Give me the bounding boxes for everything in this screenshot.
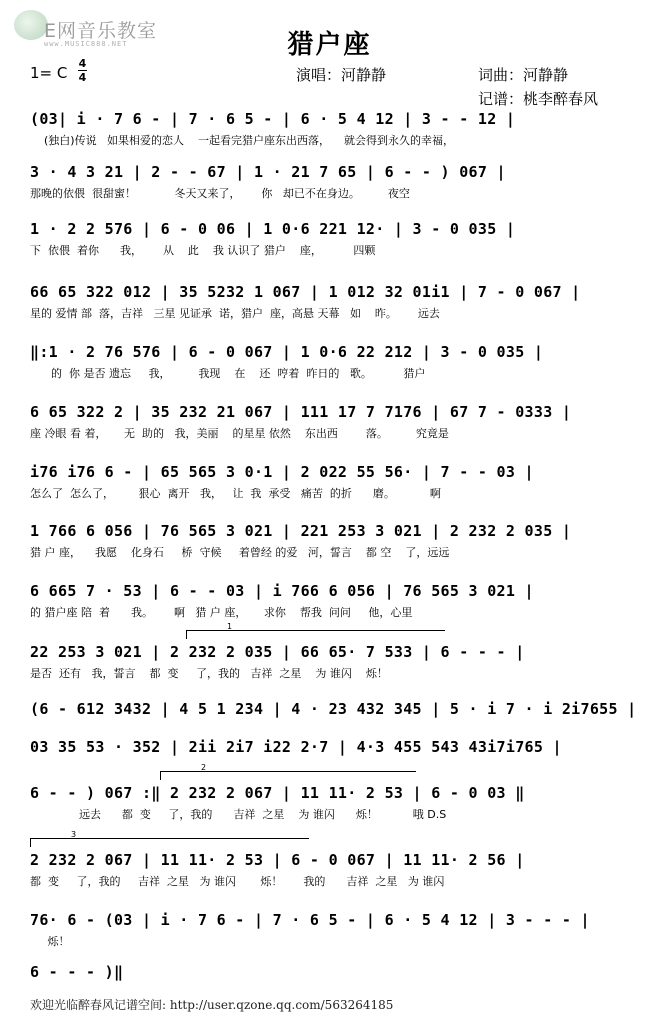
transcriber: 记谱：桃李醉春风 xyxy=(478,90,599,108)
singer: 演唱：河静静 xyxy=(296,66,387,84)
volta-1: 1 xyxy=(186,630,445,639)
notation-row: 76· 6 - (03 | i · 7 6 - | 7 · 6 5 - | 6 · 5 4 12 | 3 - - - | xyxy=(30,911,590,929)
lyric-row: 是否 还有 我，誓言 都 变 了，我的 吉祥 之星 为 谁闪 烁！ xyxy=(30,667,388,680)
lyric-row: 那晚的依偎 很甜蜜！ 冬天又来了， 你 却已不在身边。 夜空 xyxy=(30,187,410,200)
lyric-row: 怎么了 怎么了， 狠心 离开 我， 让 我 承受 痛苦 的折 磨。 啊 xyxy=(30,487,441,500)
lyric-row: (独白)传说 如果相爱的恋人 一起看完猎户座东出西落， 就会得到永久的幸福， xyxy=(30,134,455,147)
notation-row: ‖:1 · 2 76 576 | 6 - 0 067 | 1 0·6 22 212 | 3 - 0 035 | xyxy=(30,343,544,361)
logo-url: www.MUSIC888.NET xyxy=(44,40,128,48)
composer: 词曲：河静静 xyxy=(478,66,569,84)
notation-row: 1 · 2 2 576 | 6 - 0 06 | 1 0·6 221 12· | 3 - 0 035 | xyxy=(30,220,516,238)
logo-name: E网音乐教室 xyxy=(44,20,158,42)
notation-row: (6 - 612 3432 | 4 5 1 234 | 4 · 23 432 345 | 5 · i 7 · i 2i7655 | xyxy=(30,700,637,718)
notation-row: 2 232 2 067 | 11 11· 2 53 | 6 - 0 067 | 11 11· 2 56 | xyxy=(30,851,525,869)
lyric-row: 的 你 是否 遗忘 我， 我现 在 还 哼着 昨日的 歌。 猎户 xyxy=(30,367,426,380)
notation-row: (03| i · 7 6 - | 7 · 6 5 - | 6 · 5 4 12 | 3 - - 12 | xyxy=(30,110,516,128)
footer-note: 欢迎光临醉春风记谱空间: http://user.qzone.qq.com/563264185 xyxy=(30,998,394,1012)
lyric-row: 烁！ xyxy=(30,935,70,948)
lyric-row: 都 变 了，我的 吉祥 之星 为 谁闪 烁！ 我的 吉祥 之星 为 谁闪 xyxy=(30,875,445,888)
notation-row: 66 65 322 012 | 35 5232 1 067 | 1 012 32 01i1 | 7 - 0 067 | xyxy=(30,283,581,301)
time-signature-top: 4 xyxy=(78,57,87,70)
volta-2: 2 xyxy=(160,771,416,780)
lyric-row: 座 冷眼 看 着， 无 助的 我，美丽 的星星 依然 东出西 落。 究竟是 xyxy=(30,427,449,440)
notation-row: 3 · 4 3 21 | 2 - - 67 | 1 · 21 7 65 | 6 - - ) 067 | xyxy=(30,163,506,181)
notation-row: 6 - - ) 067 :‖ 2 232 2 067 | 11 11· 2 53 | 6 - 0 03 ‖ xyxy=(30,784,525,802)
notation-row: 6 - - - )‖ xyxy=(30,963,124,981)
notation-row: 6 665 7 · 53 | 6 - - 03 | i 766 6 056 | 76 565 3 021 | xyxy=(30,582,534,600)
lyric-row: 的 猎户座 陪 着 我。 啊 猎 户 座， 求你 帮我 问问 他，心里 xyxy=(30,606,413,619)
notation-row: 22 253 3 021 | 2 232 2 035 | 66 65· 7 533 | 6 - - - | xyxy=(30,643,525,661)
lyric-row: 远去 都 变 了，我的 吉祥 之星 为 谁闪 烁！ 哦 D.S xyxy=(30,808,447,821)
key-signature: 1= C xyxy=(30,64,68,82)
notation-row: 1 766 6 056 | 76 565 3 021 | 221 253 3 021 | 2 232 2 035 | xyxy=(30,522,572,540)
notation-row: 03 35 53 · 352 | 2ii 2i7 i22 2·7 | 4·3 455 543 43i7i765 | xyxy=(30,738,562,756)
lyric-row: 星的 爱情 部 落，吉祥 三星 见证承 诺，猎户 座，高悬 天幕 如 昨。 远去 xyxy=(30,307,440,320)
volta-3: 3 xyxy=(30,838,309,847)
time-signature xyxy=(78,58,87,83)
lyric-row: 下 依偎 着你 我， 从 此 我 认识了 猎户 座， 四颗 xyxy=(30,244,376,257)
notation-row: 6 65 322 2 | 35 232 21 067 | 111 17 7 7176 | 67 7 - 0333 | xyxy=(30,403,572,421)
notation-row: i76 i76 6 - | 65 565 3 0·1 | 2 022 55 56· | 7 - - 03 | xyxy=(30,463,534,481)
song-title: 猎户座 xyxy=(287,30,372,60)
time-signature-bottom: 4 xyxy=(78,71,87,84)
lyric-row: 猎 户 座， 我愿 化身石 桥 守候 着曾经 的爱 河，誓言 都 空 了，远远 xyxy=(30,546,450,559)
